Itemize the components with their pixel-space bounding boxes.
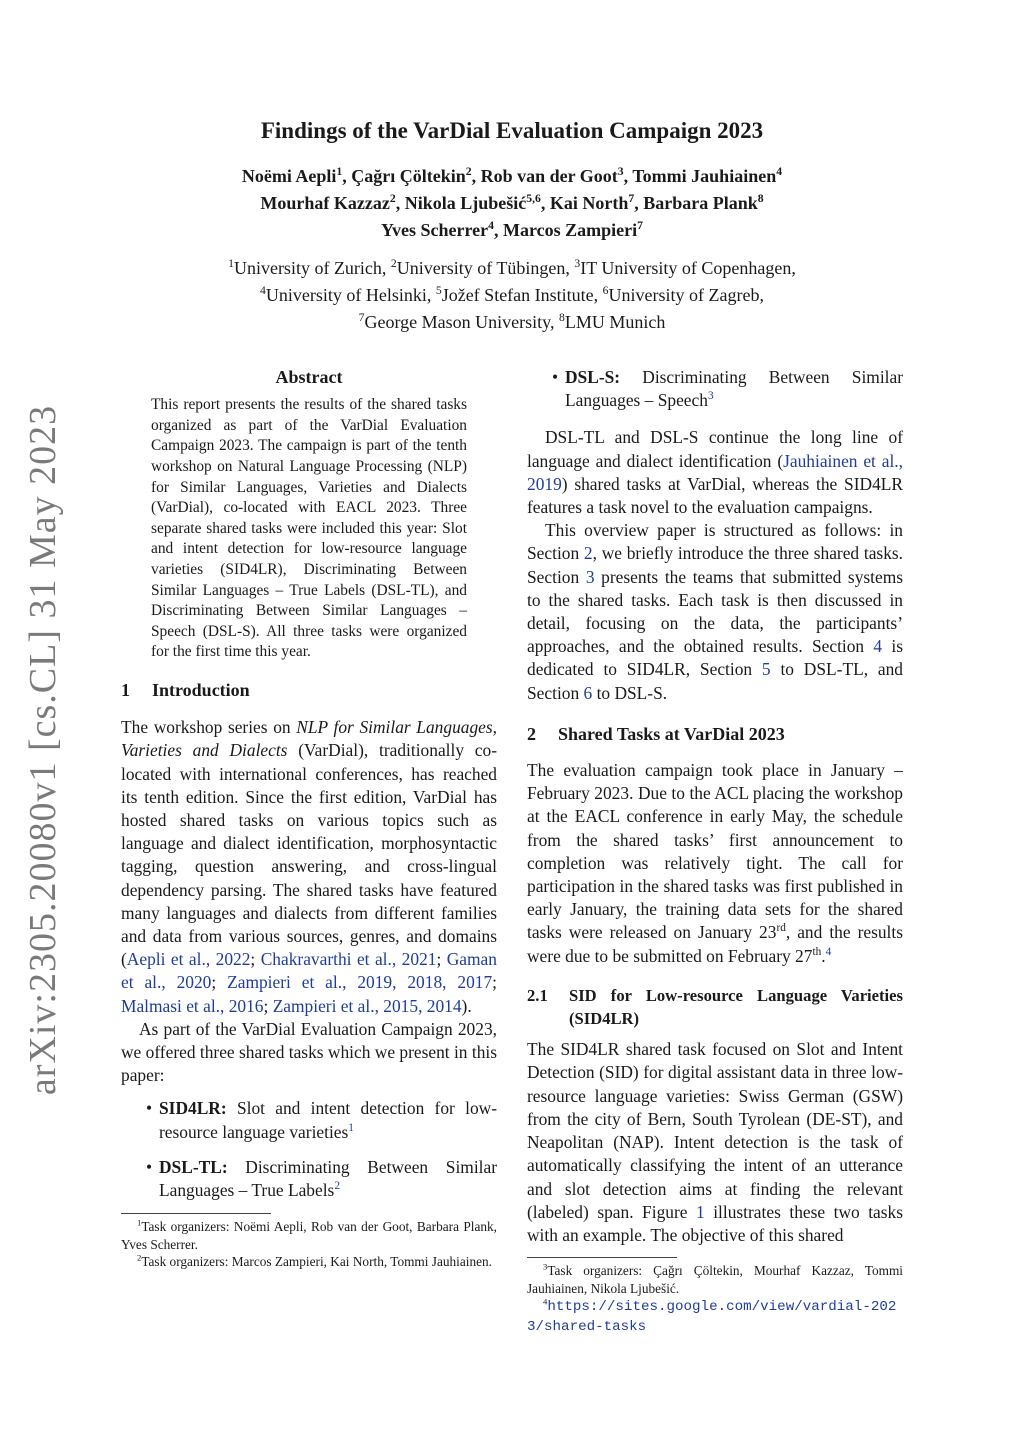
intro-paragraph-2: As part of the VarDial Evaluation Campaign 2023, we offered three shared tasks which we present in this paper: xyxy=(121,1018,497,1086)
citation-author: Gaman et al. xyxy=(121,949,497,993)
affiliation: LMU Munich xyxy=(564,312,666,332)
citation-author: Aepli et al. xyxy=(126,949,206,970)
footnote-url-link[interactable]: https://sites.google.com/view/vardial-2023/shared-tasks xyxy=(527,1299,897,1335)
author-line: Yves Scherrer$^4$, Marcos Zampieri$^7$ xyxy=(381,219,643,240)
footnote-text: Task organizers: Noëmi Aepli, Rob van der Goot, Barbara Plank, Yves Scherrer. xyxy=(121,1219,497,1252)
text: This overview paper is structured as follows: in Section xyxy=(527,520,903,564)
footnote xyxy=(527,1297,903,1336)
citation-author: Zampieri et al. xyxy=(227,972,343,993)
task-desc: Discriminating Between Similar Languages – Speech xyxy=(565,367,903,411)
citation-year: 2020 xyxy=(176,972,212,993)
text: to DSL-S. xyxy=(592,682,668,703)
task-list xyxy=(121,1097,497,1202)
affil-mark: 2 xyxy=(390,257,397,270)
text: The workshop series on xyxy=(121,717,297,738)
section-2-1-heading xyxy=(527,984,903,1030)
paper-title: Findings of the VarDial Evaluation Campaign 2023 xyxy=(260,118,764,143)
affiliation: University of Zurich xyxy=(233,258,382,278)
author-affil-mark: 7 xyxy=(628,192,635,205)
citation-year: 2021 xyxy=(401,949,437,970)
text: ). xyxy=(461,995,472,1016)
author-name: Marcos Zampieri xyxy=(503,220,638,240)
task-desc: Slot and intent detection for low-resource language varieties xyxy=(159,1098,497,1142)
affiliation: University of Zagreb xyxy=(608,285,760,305)
citation-link[interactable]: Zampieri et al., 2015, 2014 xyxy=(272,995,462,1016)
footnote-rule xyxy=(121,1213,271,1214)
section-2-heading xyxy=(527,723,903,746)
citation-link[interactable]: Jauhiainen et al., 2019 xyxy=(527,450,903,494)
affiliation: Jožef Stefan Institute xyxy=(441,285,594,305)
section-number: 2.1 xyxy=(527,985,548,1005)
affil-mark: 4 xyxy=(260,284,266,297)
footnote-link[interactable]: 1 xyxy=(348,1121,354,1134)
affiliation-line: $^4$University of Helsinki, $^5$Jožef Stefan Institute, $^6$University of Zagreb, xyxy=(260,284,764,305)
footnote-link[interactable]: 2 xyxy=(334,1180,340,1193)
author-name: Rob van der Goot xyxy=(480,166,618,186)
arxiv-identifier: arXiv:2305.20080v1 [cs.CL] 31 May 2023 xyxy=(22,404,64,1096)
author-affil-mark: 4 xyxy=(776,165,783,178)
footnote-link[interactable]: 3 xyxy=(707,390,714,403)
task-term: DSL-TL: xyxy=(159,1156,228,1177)
section-title: Introduction xyxy=(152,679,250,700)
text: ) shared tasks at VarDial, whereas the SID4LR features a task novel to the evaluation campaigns. xyxy=(527,473,903,518)
overview-paragraph-2 xyxy=(527,519,903,705)
section-link[interactable]: 3 xyxy=(585,566,595,587)
citation-year: 2022 xyxy=(215,949,251,970)
footnote-text: Task organizers: Çağrı Çöltekin, Mourhaf Kazzaz, Tommi Jauhiainen, Nikola Ljubešić. xyxy=(527,1263,903,1296)
ordinal-suffix: th xyxy=(812,945,822,958)
author-affil-mark: 4 xyxy=(488,219,494,232)
task-list-item xyxy=(121,1097,497,1143)
task-desc: Discriminating Between Similar Languages – True Labels xyxy=(159,1156,497,1200)
footnote-mark: 2 xyxy=(137,1252,142,1263)
text: presents the teams that submitted systems to the shared tasks. Each task is then discussed in detail, focusing on the data, the participants’ approaches, and the obtained results. Section xyxy=(527,566,903,657)
affiliation: University of Tübingen xyxy=(396,258,566,278)
emphasis: NLP for Similar Languages, Varieties and Dialects xyxy=(121,717,497,761)
citation-year: 2019, 2018, 2017 xyxy=(357,972,493,993)
footnote-link[interactable]: 4 xyxy=(825,945,832,958)
text: DSL-TL and DSL-S continue the long line of language and dialect identification ( xyxy=(527,427,903,471)
author-line: Mourhaf Kazzaz$^2$, Nikola Ljubešić$^{5,6}$, Kai North$^7$, Barbara Plank$^8$ xyxy=(260,192,764,213)
author-name: Tommi Jauhiainen xyxy=(632,166,777,186)
footnote xyxy=(121,1253,497,1271)
section-2-1-paragraph xyxy=(527,1038,903,1247)
footnote-text: Task organizers: Marcos Zampieri, Kai North, Tommi Jauhiainen. xyxy=(141,1254,492,1270)
bullet-icon: • xyxy=(146,1156,153,1177)
text: to DSL-TL, and Section xyxy=(527,659,903,703)
section-number: 1 xyxy=(121,679,130,700)
citation-year: 2016 xyxy=(228,995,264,1016)
section-link[interactable]: 2 xyxy=(583,543,593,564)
abstract-text: This report presents the results of the shared tasks organized as part of the VarDial Evaluation Campaign 2023. The campaign is part of the tenth workshop on Natural Language Processing (NLP) for Similar Languages, Varieties and Dialects (VarDial), co-located with EACL 2023. Three separate shared tasks were included this year: Slot and intent detection for low-resource language varieties (SID4LR), Discriminating Between Similar Languages – True Labels (DSL-TL), and Discriminating Between Similar Languages – Speech (DSL-S). All three tasks were organized for the first time this year. xyxy=(151,396,467,661)
author-name: Çağrı Çöltekin xyxy=(351,166,466,186)
affil-mark: 3 xyxy=(574,257,581,270)
right-column xyxy=(527,366,903,1336)
abstract-heading: Abstract xyxy=(275,367,343,387)
footnote xyxy=(121,1218,497,1253)
author-affil-mark: 3 xyxy=(617,165,624,178)
footnote-mark: 3 xyxy=(543,1261,548,1272)
affiliation-line: $^7$George Mason University, $^8$LMU Munich xyxy=(358,311,666,332)
affil-mark: 6 xyxy=(602,284,609,297)
bullet-icon: • xyxy=(146,1098,153,1119)
citation-link[interactable]: Malmasi et al., 2016 xyxy=(121,995,264,1016)
author-line: Noëmi Aepli$^1$, Çağrı Çöltekin$^2$, Rob van der Goot$^3$, Tommi Jauhiainen$^4$ xyxy=(241,165,783,186)
section-link[interactable]: 6 xyxy=(583,682,593,703)
citation-author: Malmasi et al. xyxy=(121,995,221,1016)
arxiv-sidebar xyxy=(8,404,78,1096)
task-list-item xyxy=(527,366,903,412)
text: . xyxy=(821,945,826,966)
text: , and the results were due to be submitted on February 27 xyxy=(527,922,903,966)
text: The evaluation campaign took place in January – February 2023. Due to the ACL placing the workshop at the EACL conference in early May, the schedule from the shared tasks’ first announcement to completion was relatively tight. The call for participation in the shared tasks was first published in early January, the training data sets for the shared tasks were released on January 23 xyxy=(527,760,903,943)
affiliation-list xyxy=(150,255,874,336)
affiliation: George Mason University xyxy=(364,312,550,332)
author-affil-mark: 1 xyxy=(336,165,343,178)
footnote-rule xyxy=(527,1257,677,1258)
text: , we briefly introduce the three shared tasks. Section xyxy=(527,543,904,587)
task-list-item xyxy=(121,1156,497,1202)
affil-mark: 8 xyxy=(558,311,565,324)
author-affil-mark: 7 xyxy=(637,219,643,232)
section-number: 2 xyxy=(527,723,536,744)
figure-link[interactable]: 1 xyxy=(696,1201,705,1222)
author-name: Nikola Ljubešić xyxy=(404,193,527,213)
affiliation: University of Helsinki xyxy=(265,285,427,305)
author-affil-mark: 2 xyxy=(465,165,472,178)
author-affil-mark: 5,6 xyxy=(526,192,541,205)
section-link[interactable]: 4 xyxy=(873,636,883,657)
affiliation: IT University of Copenhagen xyxy=(580,258,792,278)
left-column xyxy=(121,366,497,1271)
author-name: Noëmi Aepli xyxy=(241,166,337,186)
citation-link[interactable]: Chakravarthi et al., 2021 xyxy=(260,949,437,970)
citation-link[interactable]: Zampieri et al., 2019, 2018, 2017 xyxy=(227,972,493,993)
citation-year: 2015, 2014 xyxy=(383,995,462,1016)
overview-paragraph-1 xyxy=(527,426,903,519)
citation-author: Zampieri et al. xyxy=(272,995,375,1016)
bullet-icon: • xyxy=(552,367,559,387)
text: The SID4LR shared task focused on Slot and Intent Detection (SID) for digital assistant data in three low-resource language varieties: Swiss German (GSW) from the city of Bern, South Tyrolean (DE-ST), and Neapolitan (NAP). Intent detection is the task of automatically classifying the intent of an utterance and slot detection aims at finding the relevant (labeled) span. Figure xyxy=(527,1039,903,1222)
section-title: Shared Tasks at VarDial 2023 xyxy=(558,723,785,744)
affil-mark: 1 xyxy=(228,257,234,270)
section-1-heading xyxy=(121,679,497,702)
task-term: SID4LR: xyxy=(159,1098,227,1119)
author-affil-mark: 8 xyxy=(757,192,764,205)
section-2-paragraph xyxy=(527,759,903,968)
text: illustrates these two tasks with an example. The objective of this shared xyxy=(527,1201,904,1245)
footnote-mark: 4 xyxy=(543,1296,548,1307)
task-list-continued xyxy=(527,366,903,412)
section-link[interactable]: 5 xyxy=(761,659,771,680)
footnote xyxy=(527,1262,903,1297)
affiliation-line: $^1$University of Zurich, $^2$University of Tübingen, $^3$IT University of Copenhagen, xyxy=(228,257,796,278)
author-affil-mark: 2 xyxy=(389,192,396,205)
intro-paragraph-1: The workshop series on NLP for Similar Languages, Varieties and Dialects (VarDial), traditionally co-located with international conferences, has reached its tenth edition. Since the first edition, VarDial has hosted shared tasks on various topics such as language and dialect identification, morphosyntactic tagging, question answering, and cross-lingual dependency parsing. The shared tasks have featured many languages and dialects from different families and data from various sources, genres, and domains (Aepli et al., 2022; Chakravarthi et al., 2021; Gaman et al., 2020; Zampieri et al., 2019, 2018, 2017; Malmasi et al., 2016; Zampieri et al., 2015, 2014). xyxy=(121,717,498,1016)
text: is dedicated to SID4LR, Section xyxy=(527,636,903,680)
text: (VarDial), traditionally co-located with international conferences, has reached its tenth edition. Since the first edition, VarDial has hosted shared tasks on various topics such as language and dialect identification, morphosyntactic tagging, question answering, and cross-lingual dependency parsing. The shared tasks have featured many languages and dialects from different families and data from various sources, genres, and domains ( xyxy=(121,740,497,970)
author-name: Mourhaf Kazzaz xyxy=(260,193,390,213)
author-name: Kai North xyxy=(549,193,629,213)
citation-link[interactable]: Gaman et al., 2020 xyxy=(121,949,497,993)
affil-mark: 7 xyxy=(358,311,365,324)
ordinal-suffix: rd xyxy=(776,922,786,935)
author-name: Yves Scherrer xyxy=(381,220,489,240)
affil-mark: 5 xyxy=(435,284,442,297)
citation-author: Chakravarthi et al. xyxy=(260,949,392,970)
author-list xyxy=(150,163,874,244)
footnote-mark: 1 xyxy=(137,1217,142,1228)
task-term: DSL-S: xyxy=(565,367,621,387)
section-title: SID for Low-resource Language Varieties (SID4LR) xyxy=(569,985,903,1029)
citation-link[interactable]: Aepli et al., 2022 xyxy=(126,949,251,970)
author-name: Barbara Plank xyxy=(643,193,758,213)
